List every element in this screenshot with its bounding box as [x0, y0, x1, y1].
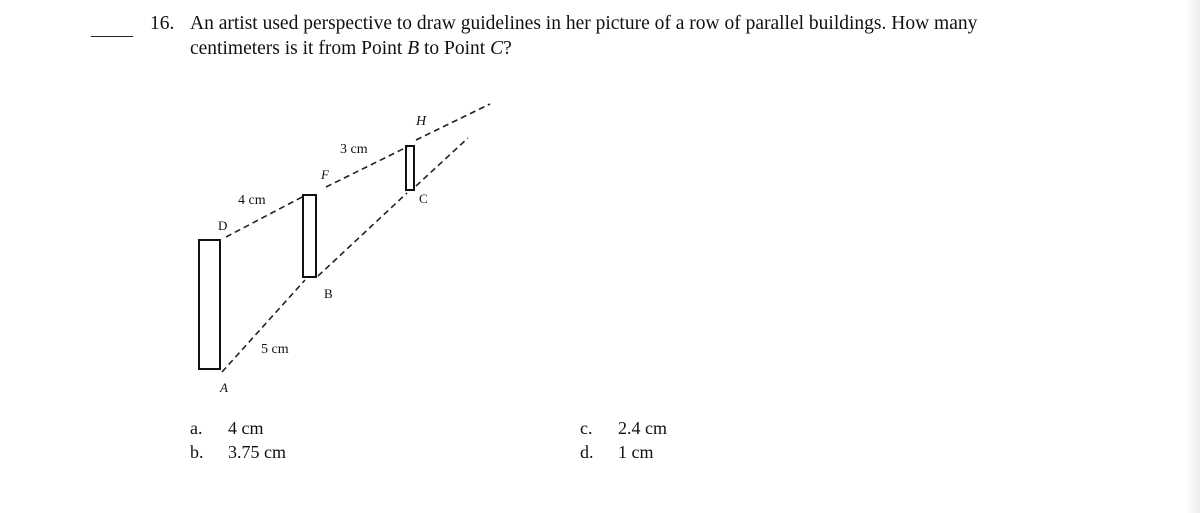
choice-d-letter: d. [580, 442, 594, 462]
label-4cm: 4 cm [238, 193, 266, 208]
label-c: C [419, 191, 428, 206]
building-large [199, 240, 220, 369]
question-number: 16. [150, 13, 175, 34]
label-f: F [321, 167, 329, 182]
choice-d[interactable] [580, 441, 654, 463]
label-b: B [324, 286, 333, 301]
upper-guideline-3 [416, 104, 490, 140]
choice-d-text: 1 cm [618, 442, 654, 462]
choice-b-letter: b. [190, 442, 204, 462]
choice-c-letter: c. [580, 418, 593, 438]
question-text-part3: ? [503, 37, 512, 59]
building-medium [303, 195, 316, 277]
label-5cm: 5 cm [261, 342, 289, 357]
choice-b[interactable] [190, 441, 286, 463]
page-edge-shadow [1186, 0, 1200, 513]
choice-a-letter: a. [190, 418, 203, 438]
question-text-part2: to Point [419, 37, 491, 59]
choice-a-text: 4 cm [228, 418, 264, 438]
building-small [406, 146, 414, 190]
label-d: D [218, 218, 228, 233]
lower-guideline-1 [222, 280, 305, 372]
label-a: A [220, 380, 228, 395]
label-h: H [416, 114, 427, 129]
choice-a[interactable] [190, 417, 264, 439]
choice-c[interactable] [580, 417, 667, 439]
label-3cm: 3 cm [340, 142, 368, 157]
choice-c-text: 2.4 cm [618, 418, 667, 438]
point-b-ref: B [407, 37, 420, 59]
lower-guideline-3 [416, 138, 468, 186]
lower-guideline-2 [318, 193, 407, 276]
point-c-ref: C [490, 37, 504, 59]
question-text-part1: An artist used perspective to draw guidelines in her picture of a row of parallel buildings. How many centimeters is it from Point [190, 13, 978, 59]
choice-b-text: 3.75 cm [228, 442, 286, 462]
